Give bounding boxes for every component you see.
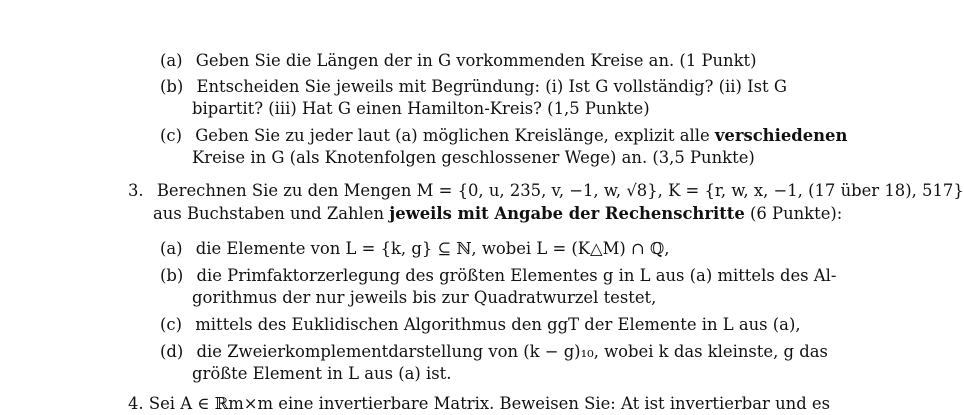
subtask-b-label: (b): [160, 77, 184, 96]
subtask-c-text-1: Geben Sie zu jeder laut (a) möglichen Kreislänge, explizit alle: [195, 126, 715, 145]
task3-bold: jeweils mit Angabe der Rechenschritte: [389, 204, 745, 223]
task3-number: 3.: [128, 181, 144, 200]
task3-item-d-line2: größte Element in L aus (a) ist.: [192, 364, 452, 383]
task3-item-d-text-1: die Zweierkomplementdarstellung von (k − g)₁₀, wobei k das kleinste, g das: [196, 342, 828, 361]
subtask-c-line1: [160, 125, 847, 147]
task3-item-a: [160, 238, 669, 260]
task3-item-c: [160, 314, 801, 336]
task3-text-2-post: (6 Punkte):: [744, 204, 843, 223]
task3-item-c-text: mittels des Euklidischen Algorithmus den ggT der Elemente in L aus (a),: [195, 315, 801, 334]
task3-item-d-label: (d): [160, 342, 184, 361]
task3-item-b-line1: [160, 265, 836, 287]
task3-line2: [153, 203, 842, 225]
subtask-b-line1: [160, 76, 787, 98]
subtask-b-text-1: Entscheiden Sie jeweils mit Begründung: (i) Ist G vollständig? (ii) Ist G: [196, 77, 787, 96]
task3-item-b-line2: gorithmus der nur jeweils bis zur Quadratwurzel testet,: [192, 288, 657, 307]
task3-text-2-pre: aus Buchstaben und Zahlen: [153, 204, 390, 223]
task3-line1: [128, 180, 964, 202]
subtask-b-line2: bipartit? (iii) Hat G einen Hamilton-Kreis? (1,5 Punkte): [192, 99, 650, 118]
subtask-c-line2: Kreise in G (als Knotenfolgen geschlossener Wege) an. (3,5 Punkte): [192, 148, 755, 167]
task3-item-a-label: (a): [160, 239, 183, 258]
task3-item-b-text-1: die Primfaktorzerlegung des größten Elementes g in L aus (a) mittels des Al-: [196, 266, 837, 285]
task3-item-d-line1: [160, 341, 828, 363]
task3-item-a-text: die Elemente von L = {k, g} ⊆ ℕ, wobei L = (K△M) ∩ ℚ,: [195, 239, 670, 258]
task3-item-b-label: (b): [160, 266, 184, 285]
subtask-c-bold: verschiedenen: [714, 126, 848, 145]
task4-partial-line: 4. Sei A ∈ ℝm×m eine invertierbare Matrix. Beweisen Sie: At ist invertierbar und es: [128, 394, 831, 413]
subtask-c-label: (c): [160, 126, 182, 145]
task3-item-c-label: (c): [160, 315, 182, 334]
subtask-a-label: (a): [160, 51, 183, 70]
subtask-a-line: [160, 50, 757, 72]
subtask-a-text: Geben Sie die Längen der in G vorkommenden Kreise an. (1 Punkt): [195, 51, 757, 70]
task3-text-1: Berechnen Sie zu den Mengen M = {0, u, 235, v, −1, w, √8}, K = {r, w, x, −1, (17 über 18), 517}: [156, 181, 964, 200]
